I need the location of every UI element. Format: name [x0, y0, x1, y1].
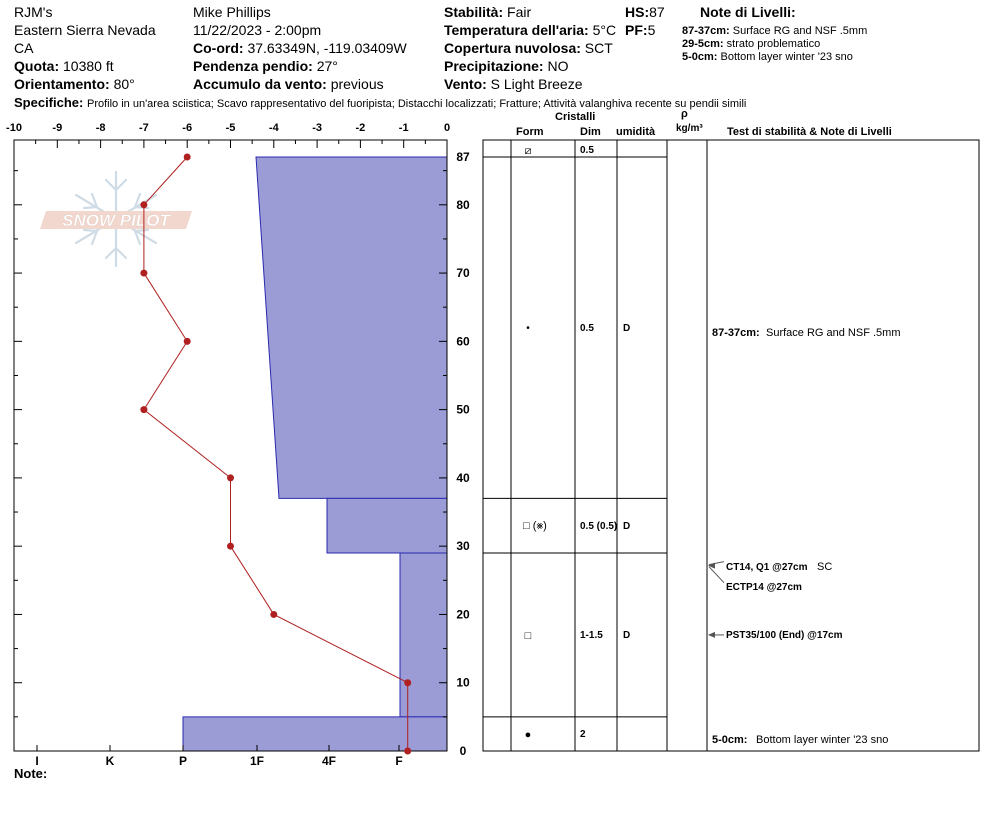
stability-value: Fair: [507, 4, 532, 20]
sky-cover-value: SCT: [584, 40, 613, 56]
hardness-tick-label: 1F: [249, 754, 265, 768]
temp-tick-label: -3: [312, 122, 322, 134]
elevation-label: Quota:: [14, 58, 60, 74]
height-tick-label: 0: [459, 744, 467, 758]
layer-moisture: D: [623, 323, 631, 334]
wind-label: Vento:: [444, 76, 487, 92]
temperature-point: [227, 474, 234, 481]
faceted-crystals-icon: □: [524, 630, 532, 642]
precip-value: NO: [547, 58, 569, 74]
temperature-point: [140, 270, 147, 277]
air-temp-value: 5°C: [592, 22, 617, 38]
temperature-point: [184, 154, 191, 161]
wind-value: S Light Breeze: [490, 76, 583, 92]
hardness-bar: [400, 553, 447, 717]
hardness-tick-label: K: [105, 754, 115, 768]
note-label: Note:: [14, 766, 48, 781]
aspect-value: 80°: [113, 76, 135, 92]
temperature-point: [404, 679, 411, 686]
test-leader-line: [709, 567, 724, 583]
rho-header: ρ: [681, 108, 688, 120]
test-arrow-icon: [708, 563, 715, 569]
table-frame: [483, 140, 979, 751]
slope-label: Pendenza pendio:: [193, 58, 313, 74]
size-header: Dim: [580, 126, 601, 138]
test-arrow-icon: [708, 632, 715, 638]
temp-tick-label: 0: [443, 122, 451, 134]
layer-note-text: Bottom layer winter '23 sno: [756, 734, 889, 746]
elevation-value: 10380 ft: [63, 58, 114, 74]
temp-tick-label: -2: [355, 122, 366, 134]
form-header: Form: [516, 126, 544, 138]
wind-loading-label: Accumulo da vento:: [193, 76, 327, 92]
layer-table: [483, 140, 979, 751]
hardness-bar: [256, 157, 447, 498]
stability-test-suffix: SC: [817, 561, 833, 573]
specifics-label: Specifiche:: [14, 95, 84, 110]
region-name: Eastern Sierra Nevada: [14, 22, 156, 38]
stability-test: ECTP14 @27cm: [726, 582, 802, 593]
slope-value: 27°: [316, 58, 338, 74]
temp-tick-label: -6: [182, 122, 193, 134]
logo-text: SNOW PILOT: [62, 211, 170, 230]
layer-note-text: Surface RG and NSF .5mm: [766, 327, 901, 339]
temperature-point: [184, 338, 191, 345]
coordinates-value: 37.63349N, -119.03409W: [247, 40, 407, 56]
layer-size: 0.5 (0.5): [580, 521, 618, 532]
height-tick-label: 40: [456, 470, 470, 485]
layer-note-text: strato problematico: [726, 38, 821, 50]
layer-note-text: Surface RG and NSF .5mm: [732, 25, 868, 37]
temp-tick-label: -7: [139, 122, 149, 134]
depth-hoar-icon: ●: [524, 729, 532, 741]
layer-size: 0.5: [580, 145, 594, 156]
temperature-point: [140, 406, 147, 413]
layer-note-range: 87-37cm:: [712, 327, 760, 339]
layer-note-text: Bottom layer winter '23 sno: [720, 51, 853, 63]
temperature-point: [404, 748, 411, 755]
layer-size: 0.5: [580, 323, 594, 334]
layer-note-range: 87-37cm:: [682, 25, 730, 37]
crystals-header: Cristalli: [555, 111, 596, 123]
temp-tick-label: -9: [52, 122, 63, 134]
height-tick-label: 10: [456, 675, 470, 690]
layer-note-range: 29-5cm:: [682, 38, 724, 50]
coordinates-label: Co-ord:: [193, 40, 244, 56]
pf-value: 5: [647, 22, 656, 38]
hardness-bar: [327, 498, 447, 553]
temp-tick-label: -5: [225, 122, 236, 134]
height-tick-label: 70: [456, 266, 470, 281]
temp-tick-label: -4: [268, 122, 279, 134]
faceted-crystals-icon: □ (⨳): [523, 520, 547, 532]
temperature-point: [140, 201, 147, 208]
height-tick-label: 87: [456, 150, 470, 164]
sky-cover-label: Copertura nuvolosa:: [444, 40, 581, 56]
observation-datetime: 11/22/2023 - 2:00pm: [193, 22, 322, 38]
hardness-tick-label: I: [35, 754, 39, 768]
tests-header: Test di stabilità & Note di Livelli: [727, 126, 892, 138]
layer-notes-title: Note di Livelli:: [700, 4, 796, 20]
temperature-point: [270, 611, 277, 618]
layer-note-range: 5-0cm:: [682, 51, 718, 63]
layer-moisture: D: [623, 630, 631, 641]
temp-tick-label: -10: [6, 122, 22, 134]
location-name: RJM's: [14, 4, 53, 20]
temp-tick-label: -8: [95, 122, 106, 134]
layer-size: 2: [580, 729, 586, 740]
temp-tick-label: -1: [398, 122, 409, 134]
hardness-tick-label: F: [395, 754, 403, 768]
new-snow-icon: •: [526, 323, 530, 334]
precip-label: Precipitazione:: [444, 58, 544, 74]
moisture-header: umidità: [616, 126, 656, 138]
stability-label: Stabilità:: [444, 4, 504, 20]
test-leader-line: [709, 562, 724, 565]
height-tick-label: 30: [456, 539, 470, 554]
height-tick-label: 20: [456, 607, 470, 622]
state-name: CA: [14, 40, 34, 56]
aspect-label: Orientamento:: [14, 76, 110, 92]
hardness-tick-label: P: [178, 754, 188, 768]
height-tick-label: 50: [456, 402, 470, 417]
stability-test: CT14, Q1 @27cm: [726, 562, 808, 573]
air-temp-label: Temperatura dell'aria:: [444, 22, 589, 38]
wind-loading-value: previous: [330, 76, 384, 92]
snowpilot-logo: [40, 172, 192, 266]
height-tick-label: 80: [456, 197, 470, 212]
density-unit-header: kg/m³: [676, 123, 703, 134]
hardness-tick-label: 4F: [321, 754, 337, 768]
layer-size: 1-1.5: [580, 630, 603, 641]
layer-note-range: 5-0cm:: [712, 734, 748, 746]
temperature-point: [227, 543, 234, 550]
rounded-grains-icon: ⧄: [524, 145, 532, 157]
hs-value: 87: [649, 4, 665, 20]
layer-moisture: D: [623, 521, 631, 532]
pf-label: PF:: [625, 22, 648, 38]
hs-label: HS:: [625, 4, 650, 20]
height-tick-label: 60: [456, 334, 470, 349]
observer-name: Mike Phillips: [193, 4, 271, 20]
specifics-value: Profilo in un'area sciistica; Scavo rappresentativo del fuoripista; Distacchi localizzati; Fratture; Attività valanghiva recente su pendii simili: [86, 98, 747, 110]
stability-test: PST35/100 (End) @17cm: [726, 630, 843, 641]
